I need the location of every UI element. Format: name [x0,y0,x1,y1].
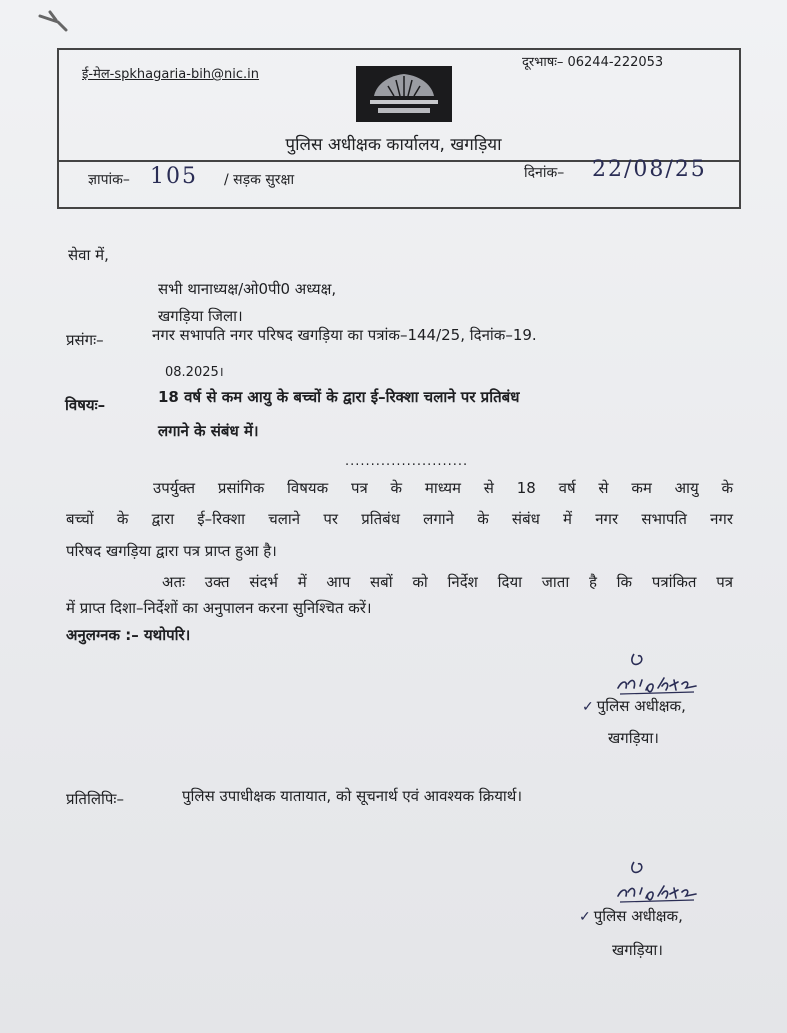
paragraph-1-line-3: परिषद खगड़िया द्वारा पत्र प्राप्त हुआ है। [66,542,277,560]
date-label: दिनांक– [524,165,565,181]
staple-mark [36,8,76,38]
paragraph-2-line-1: अतः उक्त संदर्भ में आप सबों को निर्देश दिया जाता है कि पत्रांकित पत्र [162,573,733,591]
office-title: पुलिस अधीक्षक कार्यालय, खगड़िया [285,135,502,155]
handwritten-signature-1 [612,650,702,698]
subject-line-2: लगाने के संबंध में। [158,422,259,440]
tick-mark-2: ✓ [579,909,591,925]
signatory-place-1: खगड़िया। [608,729,659,747]
memo-number-handwritten: 105 [150,164,198,189]
copy-recipient: पुलिस उपाधीक्षक यातायात, को सूचनार्थ एवं आवश्यक क्रियार्थ। [182,787,523,805]
reference-label: प्रसंगः– [66,331,104,349]
letterhead-email: ई-मेल-spkhagaria-bih@nic.in [82,67,260,82]
addressee-line-2: खगड़िया जिला। [158,307,243,325]
paragraph-1-line-1: उपर्युक्त प्रसांगिक विषयक पत्र के माध्यम से 18 वर्ष से कम आयु के [153,479,733,497]
addressee-line-1: सभी थानाध्यक्ष/ओ0पी0 अध्यक्ष, [158,280,337,298]
paragraph-1-line-2: बच्चों के द्वारा ई–रिक्शा चलाने पर प्रतिबंध लगाने के संबंध में नगर सभापति नगर [66,510,733,528]
memo-department: / सड़क सुरक्षा [224,172,295,188]
signatory-designation-2 [579,906,683,926]
reference-line-2: 08.2025। [165,365,224,380]
designation-text-1: पुलिस अधीक्षक, [596,697,686,715]
signatory-designation-1 [582,696,686,716]
enclosure-line: अनुलग्नक :– यथोपरि। [66,626,191,644]
subject-label: विषयः– [65,396,106,414]
copy-label: प्रतिलिपिः– [66,790,124,808]
handwritten-signature-2 [612,858,702,906]
reference-line-1: नगर सभापति नगर परिषद खगड़िया का पत्रांक–144/25, दिनांक–19. [152,326,537,344]
separator-dots: ........................ [345,454,469,469]
salutation: सेवा में, [68,246,109,264]
signatory-place-2: खगड़िया। [612,941,663,959]
tick-mark-1: ✓ [582,699,594,715]
bihar-police-emblem [356,66,452,122]
designation-text-2: पुलिस अधीक्षक, [593,907,683,925]
letterhead-phone: दूरभाषः– 06244-222053 [522,55,664,70]
paragraph-2-line-2: में प्राप्त दिशा–निर्देशों का अनुपालन करना सुनिश्चित करें। [66,599,372,617]
memo-number-label: ज्ञापांक– [88,172,130,188]
date-handwritten: 22/08/25 [592,157,707,182]
subject-line-1: 18 वर्ष से कम आयु के बच्चों के द्वारा ई–रिक्शा चलाने पर प्रतिबंध [158,388,520,406]
